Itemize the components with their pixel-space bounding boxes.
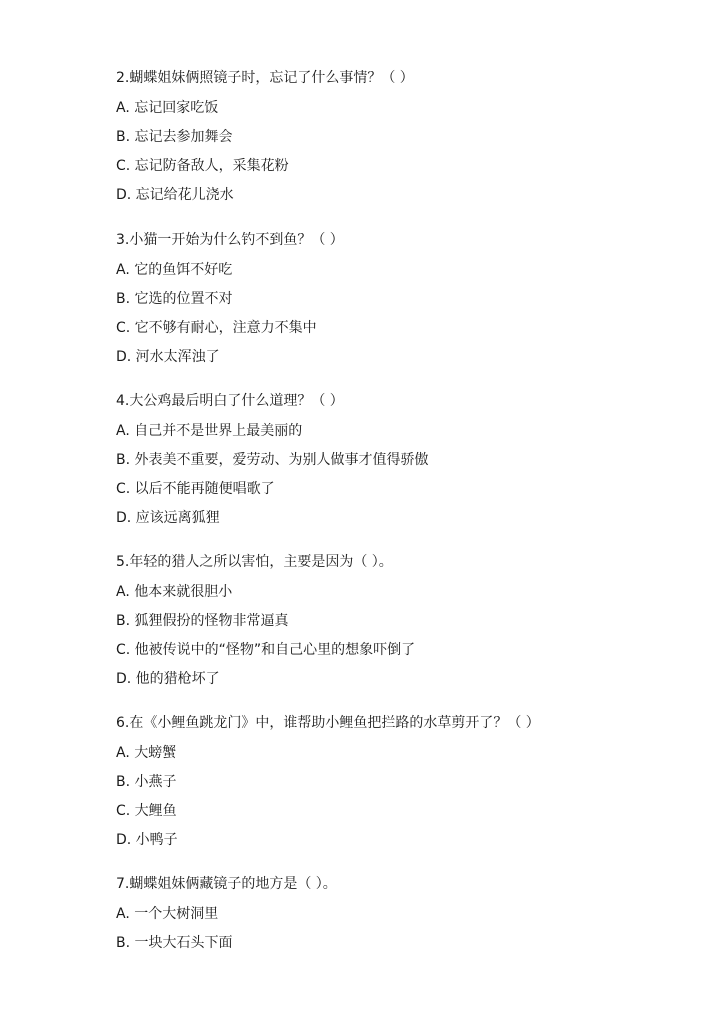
option-b: B. 小燕子 <box>116 774 177 790</box>
question-5 <box>116 552 696 689</box>
option-b: B. 外表美不重要，爱劳动、为别人做事才值得骄傲 <box>116 452 429 468</box>
question-4 <box>116 391 696 528</box>
option-d: D. 忘记给花儿浇水 <box>116 187 234 203</box>
option-a: A. 一个大树洞里 <box>116 906 219 922</box>
option-d: D. 他的猎枪坏了 <box>116 671 220 687</box>
question-title: 3.小猫一开始为什么钓不到鱼？（ ） <box>116 232 344 248</box>
option-c: C. 它不够有耐心，注意力不集中 <box>116 320 317 336</box>
option-c: C. 以后不能再随便唱歌了 <box>116 481 275 497</box>
option-d: D. 河水太浑浊了 <box>116 349 220 365</box>
question-title: 4.大公鸡最后明白了什么道理？（ ） <box>116 393 344 409</box>
option-a: A. 忘记回家吃饭 <box>116 100 219 116</box>
option-c: C. 忘记防备敌人，采集花粉 <box>116 158 289 174</box>
option-b: B. 忘记去参加舞会 <box>116 129 233 145</box>
option-b: B. 狐狸假扮的怪物非常逼真 <box>116 613 289 629</box>
question-6 <box>116 713 696 850</box>
question-title: 5.年轻的猎人之所以害怕，主要是因为（ ）。 <box>116 554 393 570</box>
option-b: B. 它选的位置不对 <box>116 291 233 307</box>
option-d: D. 小鸭子 <box>116 832 178 848</box>
question-title: 7.蝴蝶姐妹俩藏镜子的地方是（ ）。 <box>116 876 337 892</box>
option-c: C. 大鲤鱼 <box>116 803 177 819</box>
option-b: B. 一块大石头下面 <box>116 935 233 951</box>
option-c: C. 他被传说中的“怪物”和自己心里的想象吓倒了 <box>116 642 416 658</box>
question-7 <box>116 874 696 953</box>
question-2 <box>116 68 696 205</box>
option-a: A. 他本来就很胆小 <box>116 584 233 600</box>
question-3 <box>116 230 696 367</box>
option-d: D. 应该远离狐狸 <box>116 510 220 526</box>
question-title: 2.蝴蝶姐妹俩照镜子时，忘记了什么事情？（ ） <box>116 70 414 86</box>
question-title: 6.在《小鲤鱼跳龙门》中，谁帮助小鲤鱼把拦路的水草剪开了？（ ） <box>116 715 540 731</box>
option-a: A. 大螃蟹 <box>116 745 177 761</box>
option-a: A. 它的鱼饵不好吃 <box>116 262 233 278</box>
option-a: A. 自己并不是世界上最美丽的 <box>116 423 303 439</box>
